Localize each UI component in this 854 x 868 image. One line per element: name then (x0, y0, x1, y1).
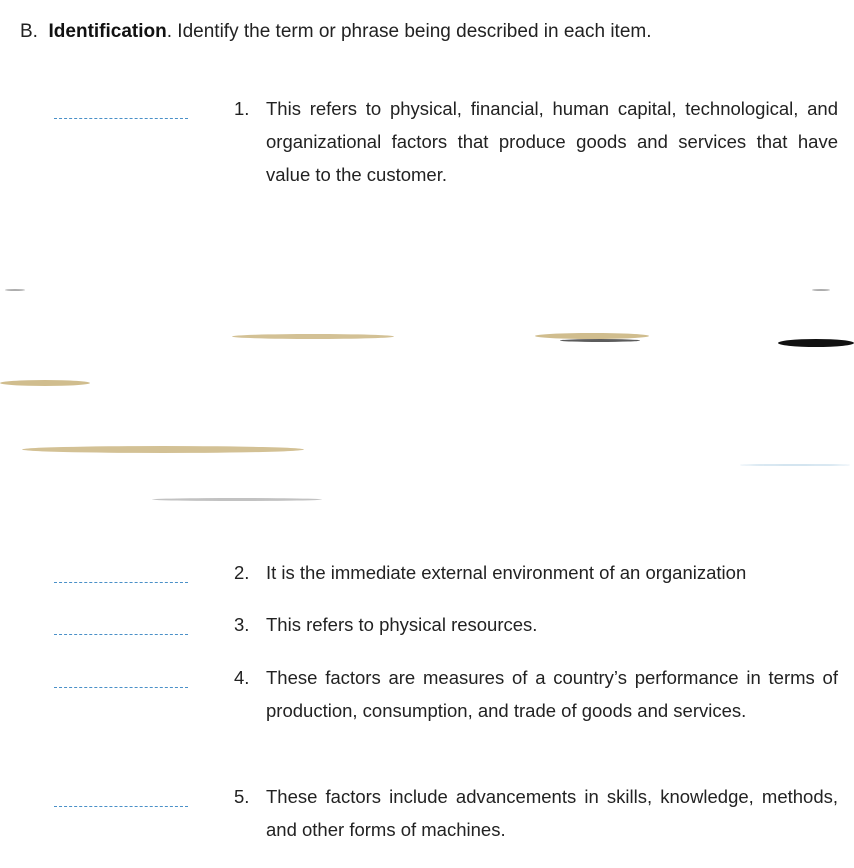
answer-blank-1[interactable] (54, 118, 188, 119)
question-item-4 (234, 661, 838, 727)
item-text-4: These factors are measures of a country’s performance in terms of production, consumption, and trade of goods and services. (266, 667, 838, 721)
item-number-2: 2. (234, 562, 250, 583)
answer-blank-5[interactable] (54, 806, 188, 807)
answer-blank-2[interactable] (54, 582, 188, 583)
item-number-4: 4. (234, 667, 250, 688)
item-number-5: 5. (234, 786, 250, 807)
answer-blank-3[interactable] (54, 634, 188, 635)
item-text-1: This refers to physical, financial, human capital, technological, and organizational factors that produce goods and services that have value to the customer. (266, 98, 838, 185)
item-number-3: 3. (234, 614, 250, 635)
item-text-2: It is the immediate external environment of an organization (266, 562, 747, 583)
section-heading (20, 19, 652, 45)
question-item-5 (234, 780, 838, 846)
question-item-1 (234, 92, 838, 191)
question-item-2 (234, 556, 838, 589)
answer-blank-4[interactable] (54, 687, 188, 688)
item-text-5: These factors include advancements in skills, knowledge, methods, and other forms of machines. (266, 786, 838, 840)
section-title: Identification (48, 21, 167, 42)
item-number-1: 1. (234, 98, 250, 119)
section-instruction: . Identify the term or phrase being described in each item. (166, 21, 652, 42)
section-letter: B. (20, 21, 38, 42)
item-text-3: This refers to physical resources. (266, 614, 538, 635)
question-item-3 (234, 608, 838, 641)
